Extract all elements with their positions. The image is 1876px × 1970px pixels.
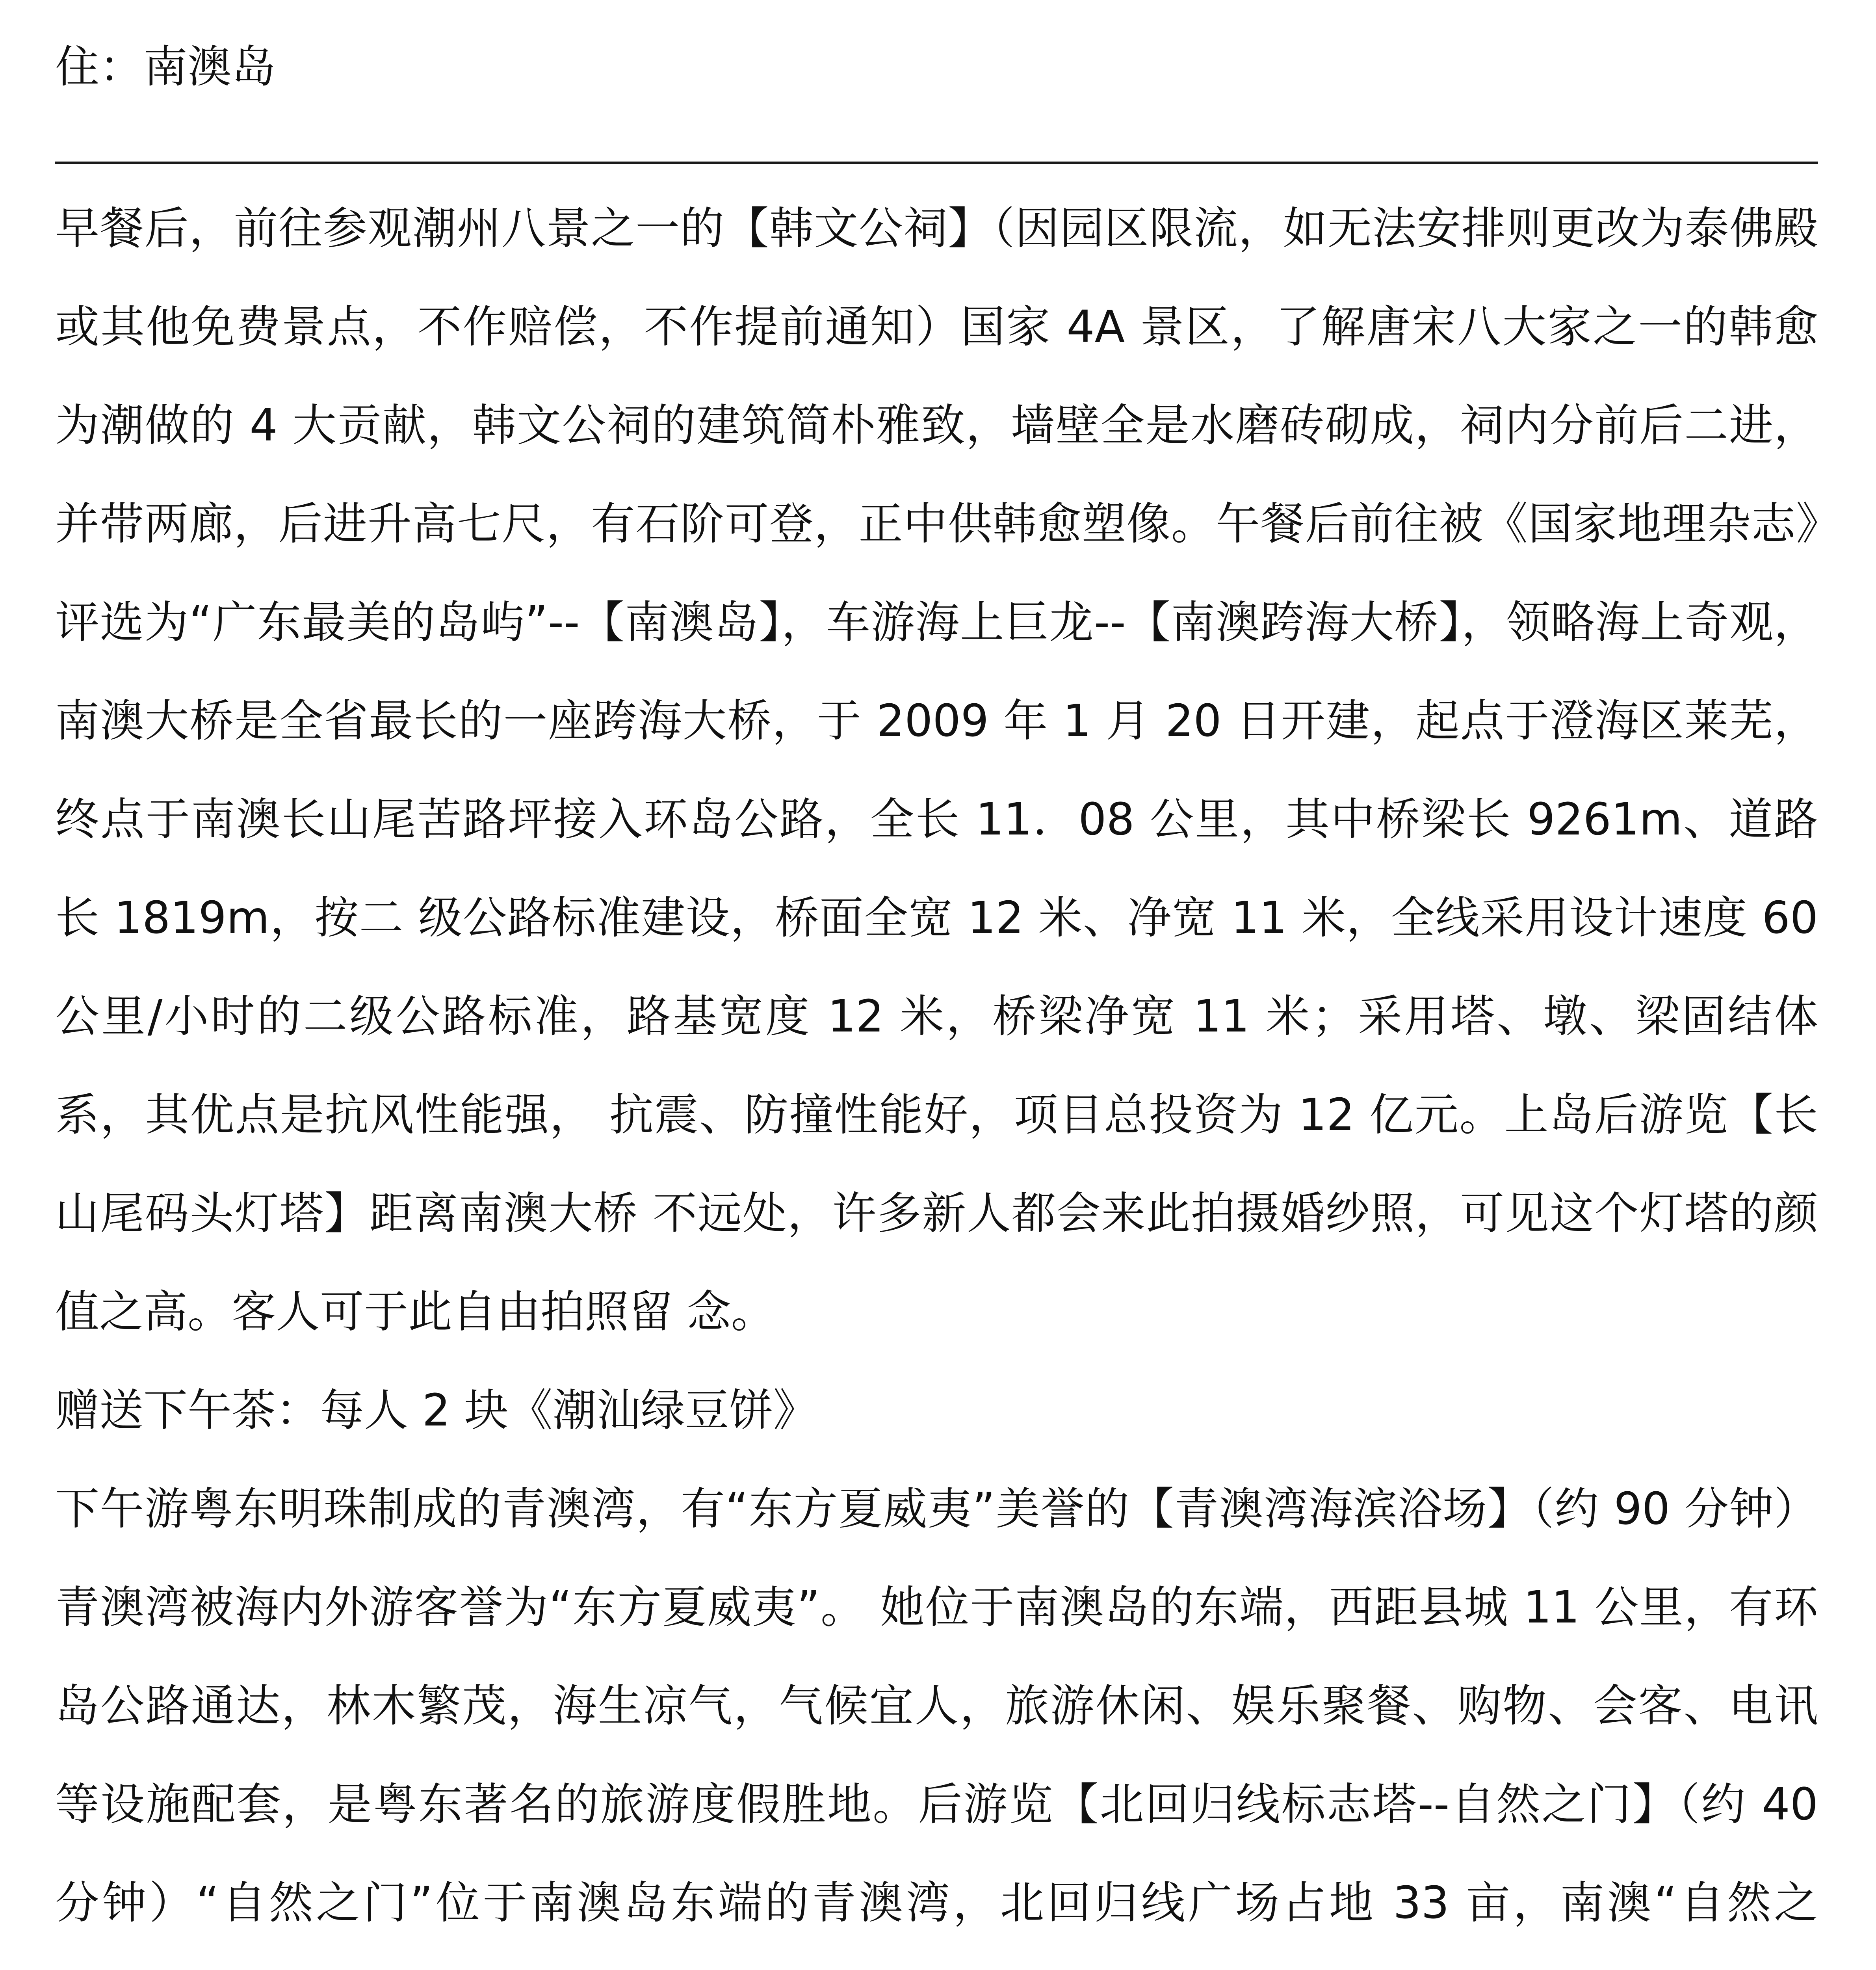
top-divider [55, 162, 1818, 164]
itinerary-body [55, 179, 1818, 1970]
afternoon-tea-note: 赠送下午茶：每人 2 块《潮汕绿豆饼》 [55, 1385, 817, 1436]
qingao-bay-paragraph: 下午游粤东明珠制成的青澳湾，有“东方夏威夷”美誉的【青澳湾海滨浴场】（约 90 分钟）青澳湾被海内外游客誉为“东方夏威夷”。 她位于南澳岛的东端，西距县城 11 公里，有环岛公路通达，林木繁茂，海生凉气，气候宜人，旅游休闲、娱乐聚餐、购物、会客、电讯等设施配套，是粤东著名的旅游度假胜地。后游览【北回归线标志塔--自然之门】（约 40 分钟）“自然之门”位于南澳岛东端的青澳湾，北回归线广场占地 33 亩，南澳“自然之 [55, 1483, 1818, 1929]
accommodation-line: 住：南澳岛 [55, 41, 276, 93]
morning-afternoon-paragraph: 早餐后，前往参观潮州八景之一的【韩文公祠】（因园区限流，如无法安排则更改为泰佛殿或其他免费景点，不作赔偿，不作提前通知）国家 4A 景区，了解唐宋八大家之一的韩愈为潮做的 4 大贡献，韩文公祠的建筑简朴雅致，墙壁全是水磨砖砌成，祠内分前后二进，并带两廊，后进升高七尺，有石阶可登，正中供韩愈塑像。午餐后前往被《国家地理杂志》评选为“广东最美的岛屿”--【南澳岛】，车游海上巨龙--【南澳跨海大桥】，领略海上奇观，南澳大桥是全省最长的一座跨海大桥，于 2009 年 1 月 20 日开建，起点于澄海区莱芜，终点于南澳长山尾苦路坪接入环岛公路，全长 11．08 公里，其中桥梁长 9261m、道路 长 1819m，按二 级公路标准建设，桥面全宽 12 米、净宽 11 米，全线采用设计速度 60 公里/小时的二级公路标准，路基宽度 12 米，桥梁净宽 11 米；采用塔、墩、梁固结体系，其优点是抗风性能强， 抗震、防撞性能好，项目总投资为 12 亿元。上岛后游览【长山尾码头灯塔】距离南澳大桥 不远处，许多新人都会来此拍摄婚纱照，可见这个灯塔的颜值之高。客人可于此自由拍照留 念。 [55, 203, 1818, 1338]
